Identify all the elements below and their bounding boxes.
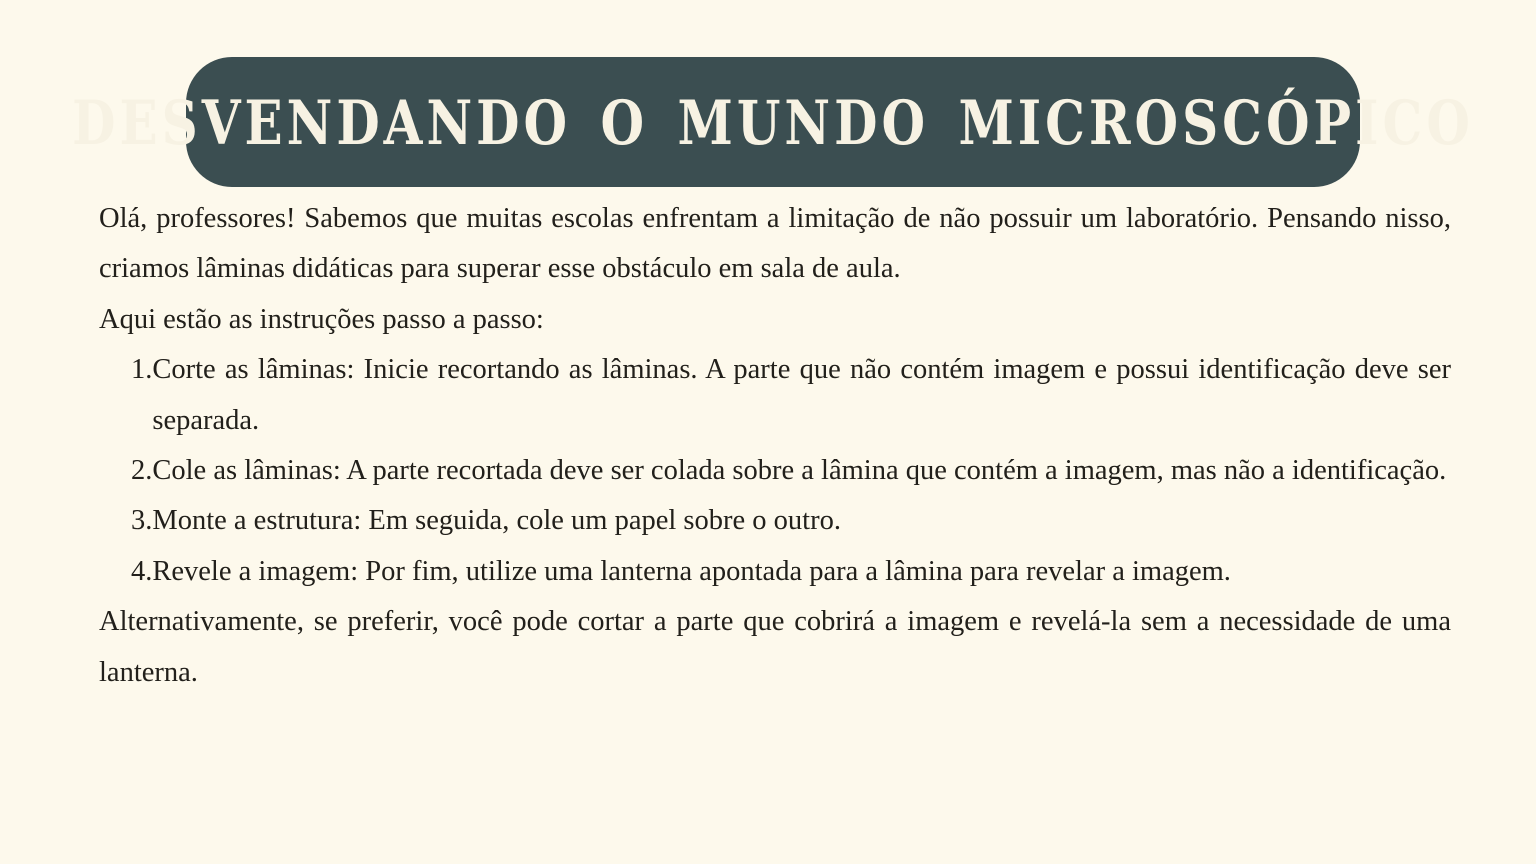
steps-list: [99, 345, 1451, 597]
step-text: Monte a estrutura: Em seguida, cole um papel sobre o outro.: [152, 505, 841, 537]
closing-paragraph: Alternativamente, se preferir, você pode cortar a parte que cobrirá a imagem e revelá-la sem a necessidade de uma lanterna.: [99, 606, 1451, 688]
intro-paragraph: Olá, professores! Sabemos que muitas escolas enfrentam a limitação de não possuir um laboratório. Pensando nisso, criamos lâminas didáticas para superar esse obstáculo em sala de aula.: [99, 203, 1451, 285]
step-text: Cole as lâminas: A parte recortada deve ser colada sobre a lâmina que contém a imagem, mas não a identificação.: [152, 455, 1447, 487]
step-text: Revele a imagem: Por fim, utilize uma lanterna apontada para a lâmina para revelar a imagem.: [152, 555, 1231, 587]
title-banner: [72, 57, 1474, 187]
list-item: [131, 496, 1451, 546]
step-number: 1.: [131, 354, 153, 386]
step-number: 4.: [131, 555, 153, 587]
list-item: [131, 446, 1451, 496]
step-text: Corte as lâminas: Inicie recortando as lâminas. A parte que não contém imagem e possui identificação deve ser separada.: [152, 354, 1451, 436]
instructions-heading: Aqui estão as instruções passo a passo:: [99, 303, 544, 335]
list-item: [131, 547, 1451, 597]
page-title: DESVENDANDO O MUNDO MICROSCÓPICO: [72, 86, 1474, 158]
instructions-body: [99, 194, 1451, 698]
list-item: [131, 345, 1451, 446]
step-number: 3.: [131, 505, 153, 537]
step-number: 2.: [131, 455, 153, 487]
